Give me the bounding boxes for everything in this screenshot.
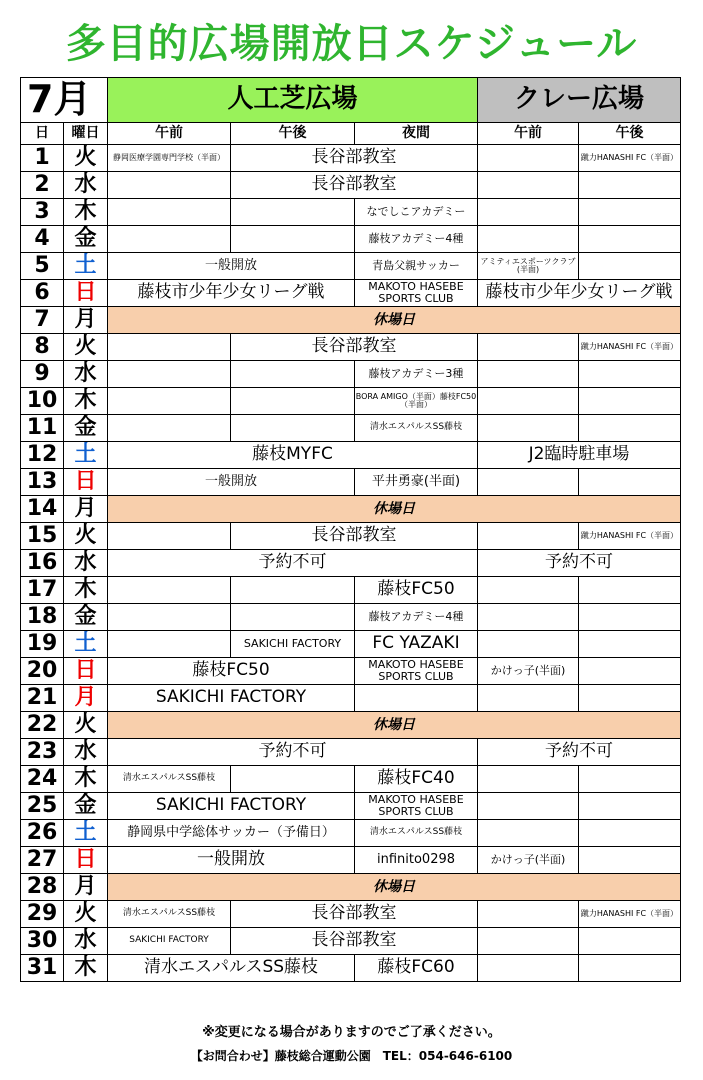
clay-am-slot — [478, 766, 579, 793]
clay-am-slot — [478, 793, 579, 820]
clay-all-day-slot: 予約不可 — [478, 739, 681, 766]
artificial-pm-slot — [231, 226, 355, 253]
day-number: 10 — [21, 388, 64, 415]
day-row-20 — [21, 658, 681, 685]
weekday: 日 — [64, 847, 108, 874]
day-number: 7 — [21, 307, 64, 334]
day-row-30 — [21, 928, 681, 955]
clay-pm-slot — [579, 793, 681, 820]
weekday: 火 — [64, 901, 108, 928]
weekday: 金 — [64, 604, 108, 631]
artificial-all-day-slot: 予約不可 — [108, 550, 478, 577]
artificial-am-pm-slot: SAKICHI FACTORY — [108, 793, 355, 820]
artificial-pm-night-slot: 長谷部教室 — [231, 172, 478, 199]
closed-day-bar: 休場日 — [108, 712, 681, 739]
weekday: 水 — [64, 172, 108, 199]
day-number: 22 — [21, 712, 64, 739]
day-row-25 — [21, 793, 681, 820]
day-row-16 — [21, 550, 681, 577]
artificial-pm-slot — [231, 199, 355, 226]
clay-pm-slot — [579, 415, 681, 442]
day-number: 16 — [21, 550, 64, 577]
clay-pm-slot — [579, 388, 681, 415]
page-title: 多目的広場開放日スケジュール — [65, 21, 638, 67]
clay-am-slot — [478, 631, 579, 658]
day-row-15 — [21, 523, 681, 550]
artificial-am-header: 午前 — [108, 123, 231, 145]
clay-am-slot — [478, 361, 579, 388]
day-row-8 — [21, 334, 681, 361]
artificial-night-slot: なでしこアカデミー — [355, 199, 478, 226]
artificial-pm-slot — [231, 577, 355, 604]
day-number: 3 — [21, 199, 64, 226]
clay-pm-slot — [579, 577, 681, 604]
clay-pm-slot: 蹴力HANASHI FC（半面） — [579, 523, 681, 550]
day-number: 9 — [21, 361, 64, 388]
weekday: 日 — [64, 469, 108, 496]
section-header-row — [21, 78, 681, 123]
column-header-row — [21, 123, 681, 145]
day-number: 8 — [21, 334, 64, 361]
artificial-pm-night-slot: 長谷部教室 — [231, 928, 478, 955]
clay-am-slot — [478, 901, 579, 928]
artificial-am-pm-slot: 清水エスパルスSS藤枝 — [108, 955, 355, 982]
artificial-am-slot — [108, 226, 231, 253]
weekday: 水 — [64, 361, 108, 388]
artificial-night-slot: FC YAZAKI — [355, 631, 478, 658]
day-number: 6 — [21, 280, 64, 307]
artificial-night-slot: MAKOTO HASEBE SPORTS CLUB — [355, 793, 478, 820]
artificial-pm-night-slot: 長谷部教室 — [231, 334, 478, 361]
closed-day-bar: 休場日 — [108, 307, 681, 334]
clay-am-slot — [478, 955, 579, 982]
day-row-24 — [21, 766, 681, 793]
clay-pm-slot: 蹴力HANASHI FC（半面） — [579, 901, 681, 928]
day-row-13 — [21, 469, 681, 496]
clay-pm-slot — [579, 631, 681, 658]
clay-pm-slot — [579, 604, 681, 631]
day-number: 24 — [21, 766, 64, 793]
day-number: 4 — [21, 226, 64, 253]
clay-am-slot — [478, 199, 579, 226]
clay-am-slot — [478, 145, 579, 172]
day-row-2 — [21, 172, 681, 199]
day-row-29 — [21, 901, 681, 928]
clay-pm-slot — [579, 955, 681, 982]
clay-am-slot — [478, 577, 579, 604]
artificial-night-slot: 清水エスパルスSS藤枝 — [355, 820, 478, 847]
clay-pm-slot — [579, 469, 681, 496]
day-row-3 — [21, 199, 681, 226]
artificial-night-header: 夜間 — [355, 123, 478, 145]
clay-am-header: 午前 — [478, 123, 579, 145]
artificial-am-slot — [108, 415, 231, 442]
artificial-pm-slot — [231, 388, 355, 415]
day-row-21 — [21, 685, 681, 712]
clay-pm-slot — [579, 226, 681, 253]
closed-day-bar: 休場日 — [108, 874, 681, 901]
clay-pm-slot — [579, 820, 681, 847]
artificial-pm-slot — [231, 415, 355, 442]
artificial-night-slot: MAKOTO HASEBE SPORTS CLUB — [355, 658, 478, 685]
weekday: 木 — [64, 388, 108, 415]
day-header: 日 — [21, 123, 64, 145]
artificial-am-slot: 清水エスパルスSS藤枝 — [108, 901, 231, 928]
day-row-6 — [21, 280, 681, 307]
clay-pm-slot — [579, 199, 681, 226]
artificial-am-slot — [108, 604, 231, 631]
month-label: 7月 — [21, 78, 108, 123]
artificial-am-slot — [108, 523, 231, 550]
day-row-26 — [21, 820, 681, 847]
day-number: 29 — [21, 901, 64, 928]
day-row-17 — [21, 577, 681, 604]
clay-am-slot — [478, 469, 579, 496]
clay-field-header: クレー広場 — [478, 78, 681, 123]
day-row-11 — [21, 415, 681, 442]
artificial-am-slot — [108, 631, 231, 658]
weekday: 木 — [64, 199, 108, 226]
day-row-18 — [21, 604, 681, 631]
day-number: 25 — [21, 793, 64, 820]
weekday: 月 — [64, 874, 108, 901]
day-number: 17 — [21, 577, 64, 604]
weekday: 火 — [64, 145, 108, 172]
weekday: 土 — [64, 631, 108, 658]
day-number: 20 — [21, 658, 64, 685]
weekday: 火 — [64, 523, 108, 550]
change-notice: ※変更になる場合がありますのでご了承ください。 — [202, 1025, 501, 1040]
artificial-night-slot — [355, 685, 478, 712]
day-number: 27 — [21, 847, 64, 874]
day-number: 5 — [21, 253, 64, 280]
clay-am-slot — [478, 604, 579, 631]
day-row-31 — [21, 955, 681, 982]
clay-am-slot — [478, 415, 579, 442]
artificial-am-slot — [108, 199, 231, 226]
clay-am-slot — [478, 928, 579, 955]
artificial-am-pm-slot: 藤枝市少年少女リーグ戦 — [108, 280, 355, 307]
day-row-22 — [21, 712, 681, 739]
day-row-4 — [21, 226, 681, 253]
schedule-table — [20, 77, 681, 982]
weekday: 日 — [64, 658, 108, 685]
artificial-pm-night-slot: 長谷部教室 — [231, 523, 478, 550]
weekday: 木 — [64, 955, 108, 982]
weekday: 火 — [64, 712, 108, 739]
artificial-am-slot — [108, 334, 231, 361]
artificial-pm-night-slot: 長谷部教室 — [231, 901, 478, 928]
day-number: 1 — [21, 145, 64, 172]
day-row-23 — [21, 739, 681, 766]
artificial-turf-header: 人工芝広場 — [108, 78, 478, 123]
weekday: 木 — [64, 577, 108, 604]
day-row-7 — [21, 307, 681, 334]
clay-pm-slot — [579, 172, 681, 199]
weekday: 金 — [64, 226, 108, 253]
artificial-night-slot: 藤枝アカデミー4種 — [355, 226, 478, 253]
clay-all-day-slot: 藤枝市少年少女リーグ戦 — [478, 280, 681, 307]
weekday: 月 — [64, 685, 108, 712]
clay-am-slot — [478, 820, 579, 847]
artificial-pm-header: 午後 — [231, 123, 355, 145]
clay-all-day-slot: J2臨時駐車場 — [478, 442, 681, 469]
weekday: 水 — [64, 739, 108, 766]
day-row-14 — [21, 496, 681, 523]
day-number: 26 — [21, 820, 64, 847]
day-number: 12 — [21, 442, 64, 469]
artificial-all-day-slot: 藤枝MYFC — [108, 442, 478, 469]
artificial-am-slot — [108, 388, 231, 415]
day-number: 2 — [21, 172, 64, 199]
artificial-am-slot — [108, 577, 231, 604]
artificial-am-pm-slot: 一般開放 — [108, 469, 355, 496]
weekday: 金 — [64, 793, 108, 820]
artificial-am-pm-slot: 藤枝FC50 — [108, 658, 355, 685]
day-number: 11 — [21, 415, 64, 442]
day-row-12 — [21, 442, 681, 469]
day-number: 28 — [21, 874, 64, 901]
weekday: 土 — [64, 442, 108, 469]
contact-info: 【お問合わせ】藤枝総合運動公園 TEL：054-646-6100 — [190, 1049, 513, 1063]
weekday: 月 — [64, 307, 108, 334]
weekday: 金 — [64, 415, 108, 442]
clay-pm-slot — [579, 253, 681, 280]
weekday: 水 — [64, 550, 108, 577]
clay-am-slot — [478, 226, 579, 253]
clay-pm-slot: 蹴力HANASHI FC（半面） — [579, 334, 681, 361]
artificial-am-pm-slot: 一般開放 — [108, 253, 355, 280]
clay-pm-header: 午後 — [579, 123, 681, 145]
clay-am-slot — [478, 388, 579, 415]
artificial-night-slot: BORA AMIGO（半面）藤枝FC50（半面） — [355, 388, 478, 415]
day-row-10 — [21, 388, 681, 415]
artificial-night-slot: infinito0298 — [355, 847, 478, 874]
artificial-pm-slot — [231, 766, 355, 793]
day-number: 15 — [21, 523, 64, 550]
weekday: 月 — [64, 496, 108, 523]
clay-am-slot — [478, 172, 579, 199]
day-number: 13 — [21, 469, 64, 496]
day-row-1 — [21, 145, 681, 172]
artificial-pm-slot: SAKICHI FACTORY — [231, 631, 355, 658]
artificial-pm-night-slot: 長谷部教室 — [231, 145, 478, 172]
clay-pm-slot — [579, 766, 681, 793]
artificial-pm-slot — [231, 361, 355, 388]
clay-pm-slot — [579, 847, 681, 874]
day-row-28 — [21, 874, 681, 901]
day-row-27 — [21, 847, 681, 874]
artificial-night-slot: 清水エスパルスSS藤枝 — [355, 415, 478, 442]
artificial-night-slot: 青島父親サッカー — [355, 253, 478, 280]
clay-all-day-slot: 予約不可 — [478, 550, 681, 577]
weekday: 火 — [64, 334, 108, 361]
artificial-night-slot: 藤枝アカデミー3種 — [355, 361, 478, 388]
day-number: 31 — [21, 955, 64, 982]
artificial-all-day-slot: 予約不可 — [108, 739, 478, 766]
artificial-am-slot: SAKICHI FACTORY — [108, 928, 231, 955]
weekday-header: 曜日 — [64, 123, 108, 145]
artificial-am-pm-slot: SAKICHI FACTORY — [108, 685, 355, 712]
weekday: 土 — [64, 253, 108, 280]
weekday: 土 — [64, 820, 108, 847]
clay-pm-slot — [579, 928, 681, 955]
clay-pm-slot: 蹴力HANASHI FC（半面） — [579, 145, 681, 172]
artificial-night-slot: 藤枝FC50 — [355, 577, 478, 604]
clay-am-slot — [478, 685, 579, 712]
day-number: 23 — [21, 739, 64, 766]
day-number: 19 — [21, 631, 64, 658]
clay-pm-slot — [579, 361, 681, 388]
day-number: 30 — [21, 928, 64, 955]
clay-am-slot — [478, 523, 579, 550]
day-number: 18 — [21, 604, 64, 631]
weekday: 木 — [64, 766, 108, 793]
artificial-night-slot: 藤枝FC60 — [355, 955, 478, 982]
clay-am-slot: かけっ子(半面) — [478, 658, 579, 685]
day-number: 14 — [21, 496, 64, 523]
artificial-night-slot: 藤枝FC40 — [355, 766, 478, 793]
day-number: 21 — [21, 685, 64, 712]
clay-pm-slot — [579, 658, 681, 685]
artificial-pm-slot — [231, 604, 355, 631]
artificial-night-slot: MAKOTO HASEBE SPORTS CLUB — [355, 280, 478, 307]
weekday: 日 — [64, 280, 108, 307]
artificial-night-slot: 平井勇豪(半面) — [355, 469, 478, 496]
clay-am-slot — [478, 334, 579, 361]
artificial-am-pm-slot: 一般開放 — [108, 847, 355, 874]
artificial-am-pm-slot: 静岡県中学総体サッカー（予備日） — [108, 820, 355, 847]
clay-am-slot: かけっ子(半面) — [478, 847, 579, 874]
day-row-19 — [21, 631, 681, 658]
artificial-am-slot — [108, 361, 231, 388]
weekday: 水 — [64, 928, 108, 955]
clay-pm-slot — [579, 685, 681, 712]
clay-am-slot: アミティエスポーツクラブ(半面) — [478, 253, 579, 280]
closed-day-bar: 休場日 — [108, 496, 681, 523]
artificial-night-slot: 藤枝アカデミー4種 — [355, 604, 478, 631]
artificial-am-slot — [108, 172, 231, 199]
artificial-am-slot: 清水エスパルスSS藤枝 — [108, 766, 231, 793]
artificial-am-slot: 静岡医療学園専門学校（半面） — [108, 145, 231, 172]
day-row-9 — [21, 361, 681, 388]
day-row-5 — [21, 253, 681, 280]
